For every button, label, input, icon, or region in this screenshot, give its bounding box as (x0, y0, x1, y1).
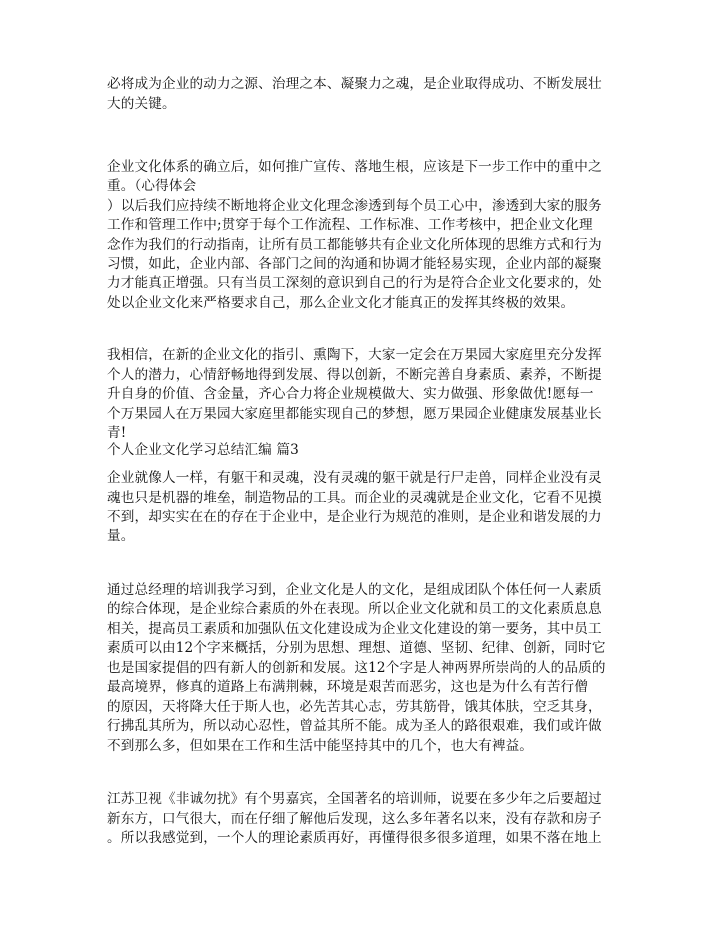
paragraph-1-line-2: 大的关键。 (107, 96, 176, 112)
paragraph-3-line-3: 升自身的价值、含金量，齐心合力将企业规模做大、实力做强、形象做优!愿每一 (107, 386, 594, 402)
paragraph-4-line-1: 企业就像人一样，有躯干和灵魂，没有灵魂的躯干就是行尸走兽，同样企业没有灵 (107, 470, 602, 486)
paragraph-3-line-5: 青! (107, 425, 127, 441)
paragraph-6-line-3: 。所以我感觉到，一个人的理论素质再好，再懂得很多很多道理，如果不落在地上 (107, 830, 602, 846)
paragraph-2-line-7: 力才能真正增强。只有当员工深刻的意识到自己的行为是符合企业文化要求的，处 (107, 275, 602, 291)
paragraph-4-line-2: 魂也只是机器的堆垒，制造物品的工具。而企业的灵魂就是企业文化，它看不见摸 (107, 490, 602, 506)
paragraph-2-line-2: 重。（心得体会 (107, 178, 197, 194)
paragraph-4-line-3: 不到，却实实在在的存在于企业中，是企业行为规范的准则，是企业和谐发展的力 (107, 509, 602, 525)
paragraph-3-line-4: 个万果园人在万果园大家庭里都能实现自己的梦想，愿万果园企业健康发展基业长 (107, 406, 602, 422)
paragraph-2-line-1: 企业文化体系的确立后，如何推广宣传、落地生根，应该是下一步工作中的重中之 (107, 159, 602, 175)
paragraph-5-line-1: 通过总经理的培训我学习到，企业文化是人的文化，是组成团队个体任何一人素质 (107, 582, 602, 598)
paragraph-6-line-2: 新东方，口气很大，而在仔细了解他后发现，这么多年著名以来，没有存款和房子 (107, 811, 602, 827)
paragraph-4-line-4: 量。 (107, 528, 135, 544)
paragraph-2-line-3: ）以后我们应持续不断地将企业文化理念渗透到每个员工心中，渗透到大家的服务 (107, 198, 602, 214)
paragraph-2-line-6: 习惯，如此，企业内部、各部门之间的沟通和协调才能轻易实现，企业内部的凝聚 (107, 256, 602, 272)
paragraph-2-line-8: 处以企业文化来严格要求自己，那么企业文化才能真正的发挥其终极的效果。 (107, 295, 575, 311)
paragraph-2-line-5: 念作为我们的行动指南，让所有员工都能够共有企业文化所体现的思维方式和行为 (107, 237, 602, 253)
paragraph-5-line-7: 的原因，天将降大任于斯人也，必先苦其心志，劳其筋骨，饿其体肤，空乏其身， (107, 699, 602, 715)
paragraph-2-line-4: 工作和管理工作中;贯穿于每个工作流程、工作标准、工作考核中，把企业文化理 (107, 217, 593, 233)
paragraph-5-line-6: 最高境界，修真的道路上布满荆棘，环境是艰苦而恶劣，这也是为什么有苦行僧 (107, 679, 589, 695)
paragraph-6-line-1: 江苏卫视《非诚勿扰》有个男嘉宾，全国著名的培训师，说要在多少年之后要超过 (107, 791, 602, 807)
paragraph-5-line-9: 不到那么多，但如果在工作和生活中能坚持其中的几个，也大有裨益。 (107, 738, 534, 754)
section-heading: 个人企业文化学习总结汇编 篇3 (107, 442, 299, 458)
paragraph-1-line-1: 必将成为企业的动力之源、治理之本、凝聚力之魂，是企业取得成功、不断发展壮 (107, 76, 602, 92)
paragraph-5-line-8: 行拂乱其所为，所以动心忍性，曾益其所不能。成为圣人的路很艰难，我们或许做 (107, 718, 602, 734)
paragraph-5-line-5: 也是国家提倡的四有新人的创新和发展。这12个字是人神两界所崇尚的人的品质的 (107, 660, 606, 676)
paragraph-5-line-3: 相关，提高员工素质和加强队伍文化建设成为企业文化建设的第一要务，其中员工 (107, 621, 602, 637)
paragraph-5-line-2: 的综合体现，是企业综合素质的外在表现。所以企业文化就和员工的文化素质息息 (107, 601, 602, 617)
paragraph-5-line-4: 素质可以由12个字来概括，分别为思想、理想、道德、坚韧、纪律、创新，同时它 (107, 640, 606, 656)
paragraph-3-line-2: 个人的潜力，心情舒畅地得到发展、得以创新，不断完善自身素质、素养，不断提 (107, 367, 602, 383)
paragraph-3-line-1: 我相信，在新的企业文化的指引、熏陶下，大家一定会在万果园大家庭里充分发挥 (107, 347, 602, 363)
